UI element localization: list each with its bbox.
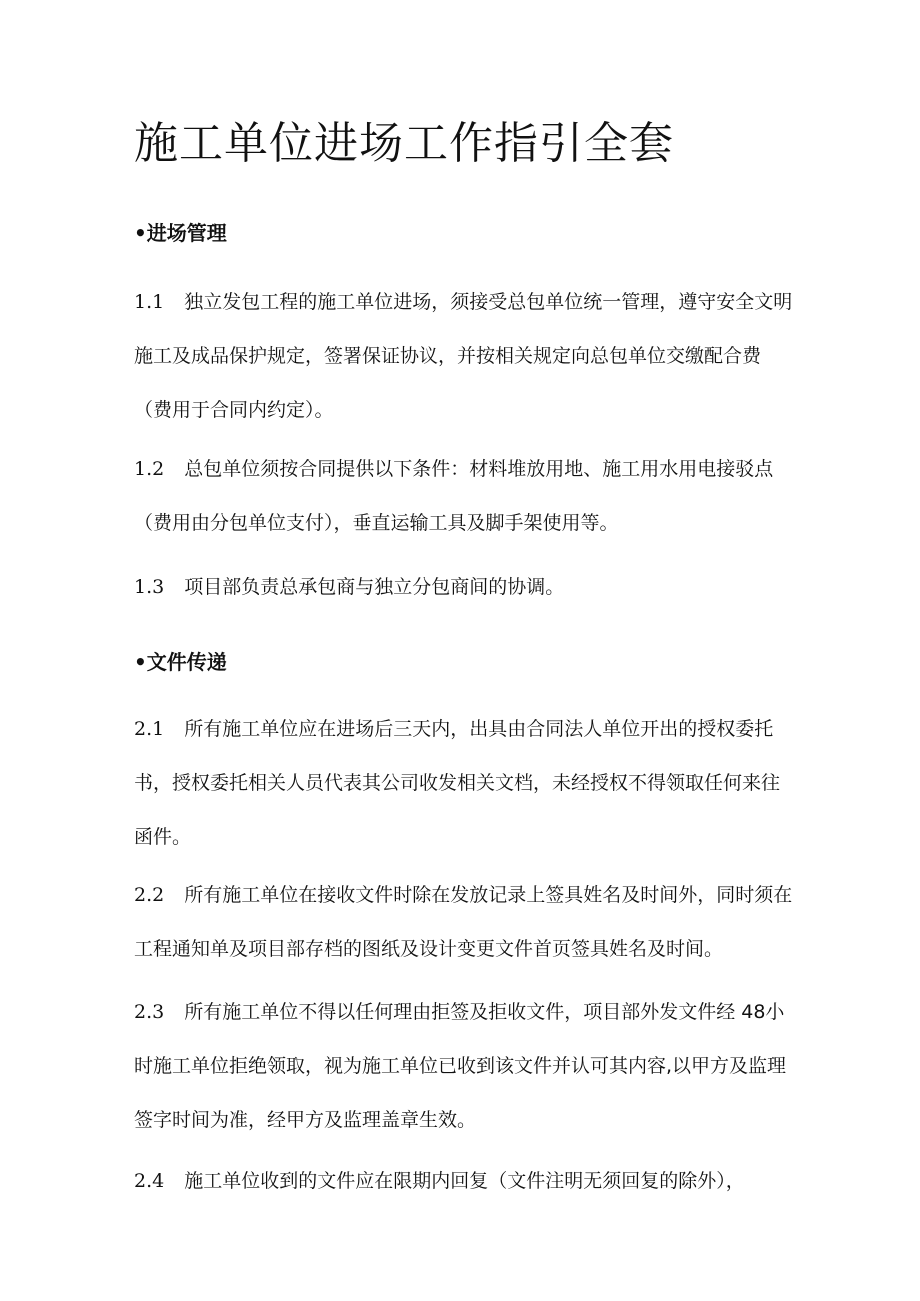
paragraph-text: 所有施工单位在接收文件时除在发放记录上签具姓名及时间外，同时须在工程通知单及项目部存档的图纸及设计变更文件首页签具姓名及时间。 (134, 884, 793, 960)
paragraph-text: 项目部负责总承包商与独立分包商间的协调。 (184, 576, 565, 598)
paragraph-number: 2.1 (134, 718, 165, 740)
paragraph-text: 所有施工单位不得以任何理由拒签及拒收文件，项目部外发文件经 48小时施工单位拒绝领取，视为施工单位已收到该文件并认可其内容,以甲方及监理签字时间为准，经甲方及监理盖章生效。 (134, 1001, 787, 1131)
paragraph-number: 2.2 (134, 884, 165, 906)
paragraph-1-3 (134, 560, 794, 614)
paragraph-number: 1.2 (134, 458, 165, 480)
paragraph-text: 总包单位须按合同提供以下条件：材料堆放用地、施工用水用电接驳点（费用由分包单位支付），垂直运输工具及脚手架使用等。 (134, 458, 774, 534)
paragraph-text: 施工单位收到的文件应在限期内回复（文件注明无须回复的除外）， (184, 1170, 745, 1192)
paragraph-number: 2.4 (134, 1170, 165, 1192)
paragraph-text: 独立发包工程的施工单位进场，须接受总包单位统一管理，遵守安全文明施工及成品保护规定，签署保证协议，并按相关规定向总包单位交缴配合费（费用于合同内约定）。 (134, 291, 793, 421)
section-heading-entry-management: •进场管理 (134, 221, 227, 245)
paragraph-number: 1.3 (134, 576, 165, 598)
document-title: 施工单位进场工作指引全套 (134, 118, 674, 169)
paragraph-1-2 (134, 442, 794, 550)
section-heading-document-transfer: •文件传递 (134, 650, 227, 674)
paragraph-1-1 (134, 275, 794, 437)
paragraph-number: 1.1 (134, 291, 165, 313)
paragraph-2-3 (134, 985, 794, 1147)
paragraph-2-2 (134, 868, 794, 976)
paragraph-2-1 (134, 702, 794, 864)
paragraph-2-4 (134, 1154, 794, 1208)
paragraph-number: 2.3 (134, 1001, 165, 1023)
paragraph-text: 所有施工单位应在进场后三天内，出具由合同法人单位开出的授权委托书，授权委托相关人员代表其公司收发相关文档，未经授权不得领取任何来往函件。 (134, 718, 781, 848)
